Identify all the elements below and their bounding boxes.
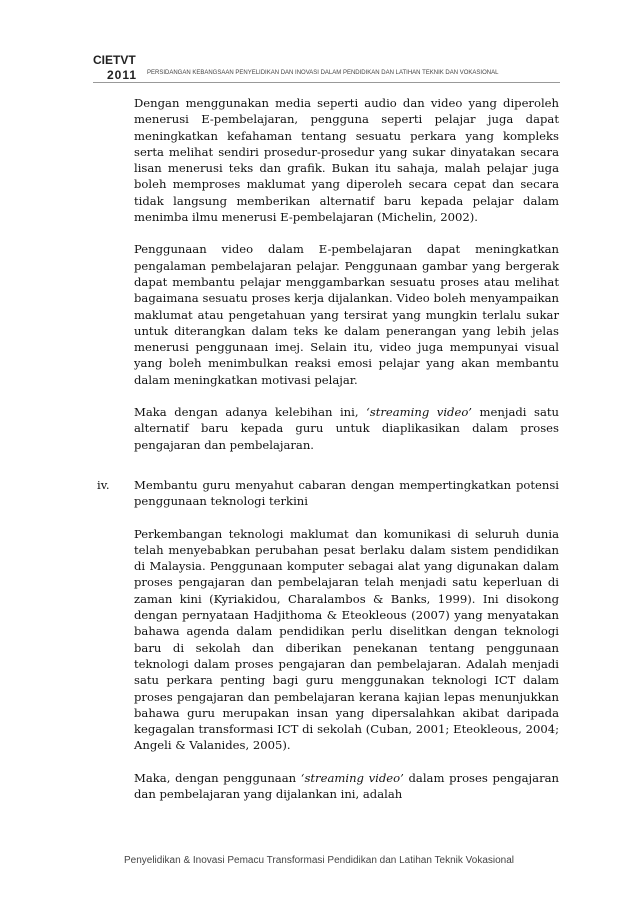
paragraph-5-italic: ‘streaming video’ xyxy=(300,770,404,785)
logo-year: 2011 xyxy=(107,68,138,82)
paragraph-2: Penggunaan video dalam E-pembelajaran dapat meningkatkan pengalaman pembelajaran pelajar. Penggunaan gambar yang bergerak dapat membantu pelajar menggambarkan sesuatu proses atau melihat bagaimana sesuatu proses kerja dijalankan. Video boleh menyampaikan maklumat atau pengetahuan yang tersirat yang mungkin terlalu sukar untuk diterangkan dalam teks ke dalam penerangan yang lebih jelas menerusi penggunaan imej. Selain itu, video juga mempunyai visual yang boleh menimbulkan reaksi emosi pelajar yang akan membantu dalam meningkatkan motivasi pelajar. xyxy=(134,242,559,387)
header-divider xyxy=(93,82,560,83)
page-footer: Penyelidikan & Inovasi Pemacu Transformasi Pendidikan dan Latihan Teknik Vokasional xyxy=(123,855,515,866)
list-marker: iv. xyxy=(97,477,110,492)
document-body xyxy=(97,95,559,802)
logo-text: CIETVT xyxy=(93,53,136,67)
list-item-iv xyxy=(97,477,559,510)
paragraph-3-text-a: Maka dengan adanya kelebihan ini, xyxy=(134,405,367,420)
paragraph-5-text-a: Maka, dengan penggunaan xyxy=(134,770,301,785)
paragraph-3-text-b: menjadi satu alternatif baru kepada guru untuk diaplikasikan dalam proses pengajaran dan pembelajaran. xyxy=(134,405,559,452)
paragraph-4: Perkembangan teknologi maklumat dan komunikasi di seluruh dunia telah menyebabkan perubahan pesat berlaku dalam sistem pendidikan di Malaysia. Penggunaan komputer sebagai alat yang digunakan dalam proses pengajaran dan pembelajaran telah menjadi satu keperluan di zaman kini (Kyriakidou, Charalambos & Banks, 1999). Ini disokong dengan pernyataan Hadjithoma & Eteokleous (2007) yang menyatakan bahawa agenda dalam pendidikan perlu diselitkan dengan teknologi baru di sekolah dan diberikan penekanan tentang penggunaan teknologi dalam proses pengajaran dan pembelajaran. Adalah menjadi satu perkara penting bagi guru menggunakan teknologi ICT dalam proses pengajaran dan pembelajaran kerana kajian lepas menunjukkan bahawa guru merupakan insan yang dipersalahkan akibat daripada kegagalan transformasi ICT di sekolah (Cuban, 2001; Eteokleous, 2004; Angeli & Valanides, 2005). xyxy=(134,526,559,753)
paragraph-3-italic: ‘streaming video’ xyxy=(366,405,472,420)
header-title: PERSIDANGAN KEBANGSAAN PENYELIDIKAN DAN INOVASI DALAM PENDIDIKAN DAN LATIHAN TEKNIK DAN VOKASIONAL xyxy=(147,70,499,76)
paragraph-5 xyxy=(134,770,559,803)
paragraph-5-text-b: dalam proses pengajaran dan pembelajaran yang dijalankan ini, adalah xyxy=(134,770,559,801)
cietvt-logo xyxy=(93,54,137,82)
list-item-heading: Membantu guru menyahut cabaran dengan mempertingkatkan potensi penggunaan teknologi terkini xyxy=(134,477,559,509)
paragraph-3 xyxy=(134,404,559,453)
paragraph-1: Dengan menggunakan media seperti audio dan video yang diperoleh menerusi E-pembelajaran, pengguna seperti pelajar juga dapat meningkatkan kefahaman tentang sesuatu perkara yang kompleks serta melihat sendiri prosedur-prosedur yang sukar dinyatakan secara lisan menerusi teks dan grafik. Bukan itu sahaja, malah pelajar juga boleh memproses maklumat yang diperoleh secara cepat dan secara tidak langsung memberikan alternatif baru kepada pelajar dalam menimba ilmu menerusi E-pembelajaran (Michelin, 2002). xyxy=(134,96,559,225)
